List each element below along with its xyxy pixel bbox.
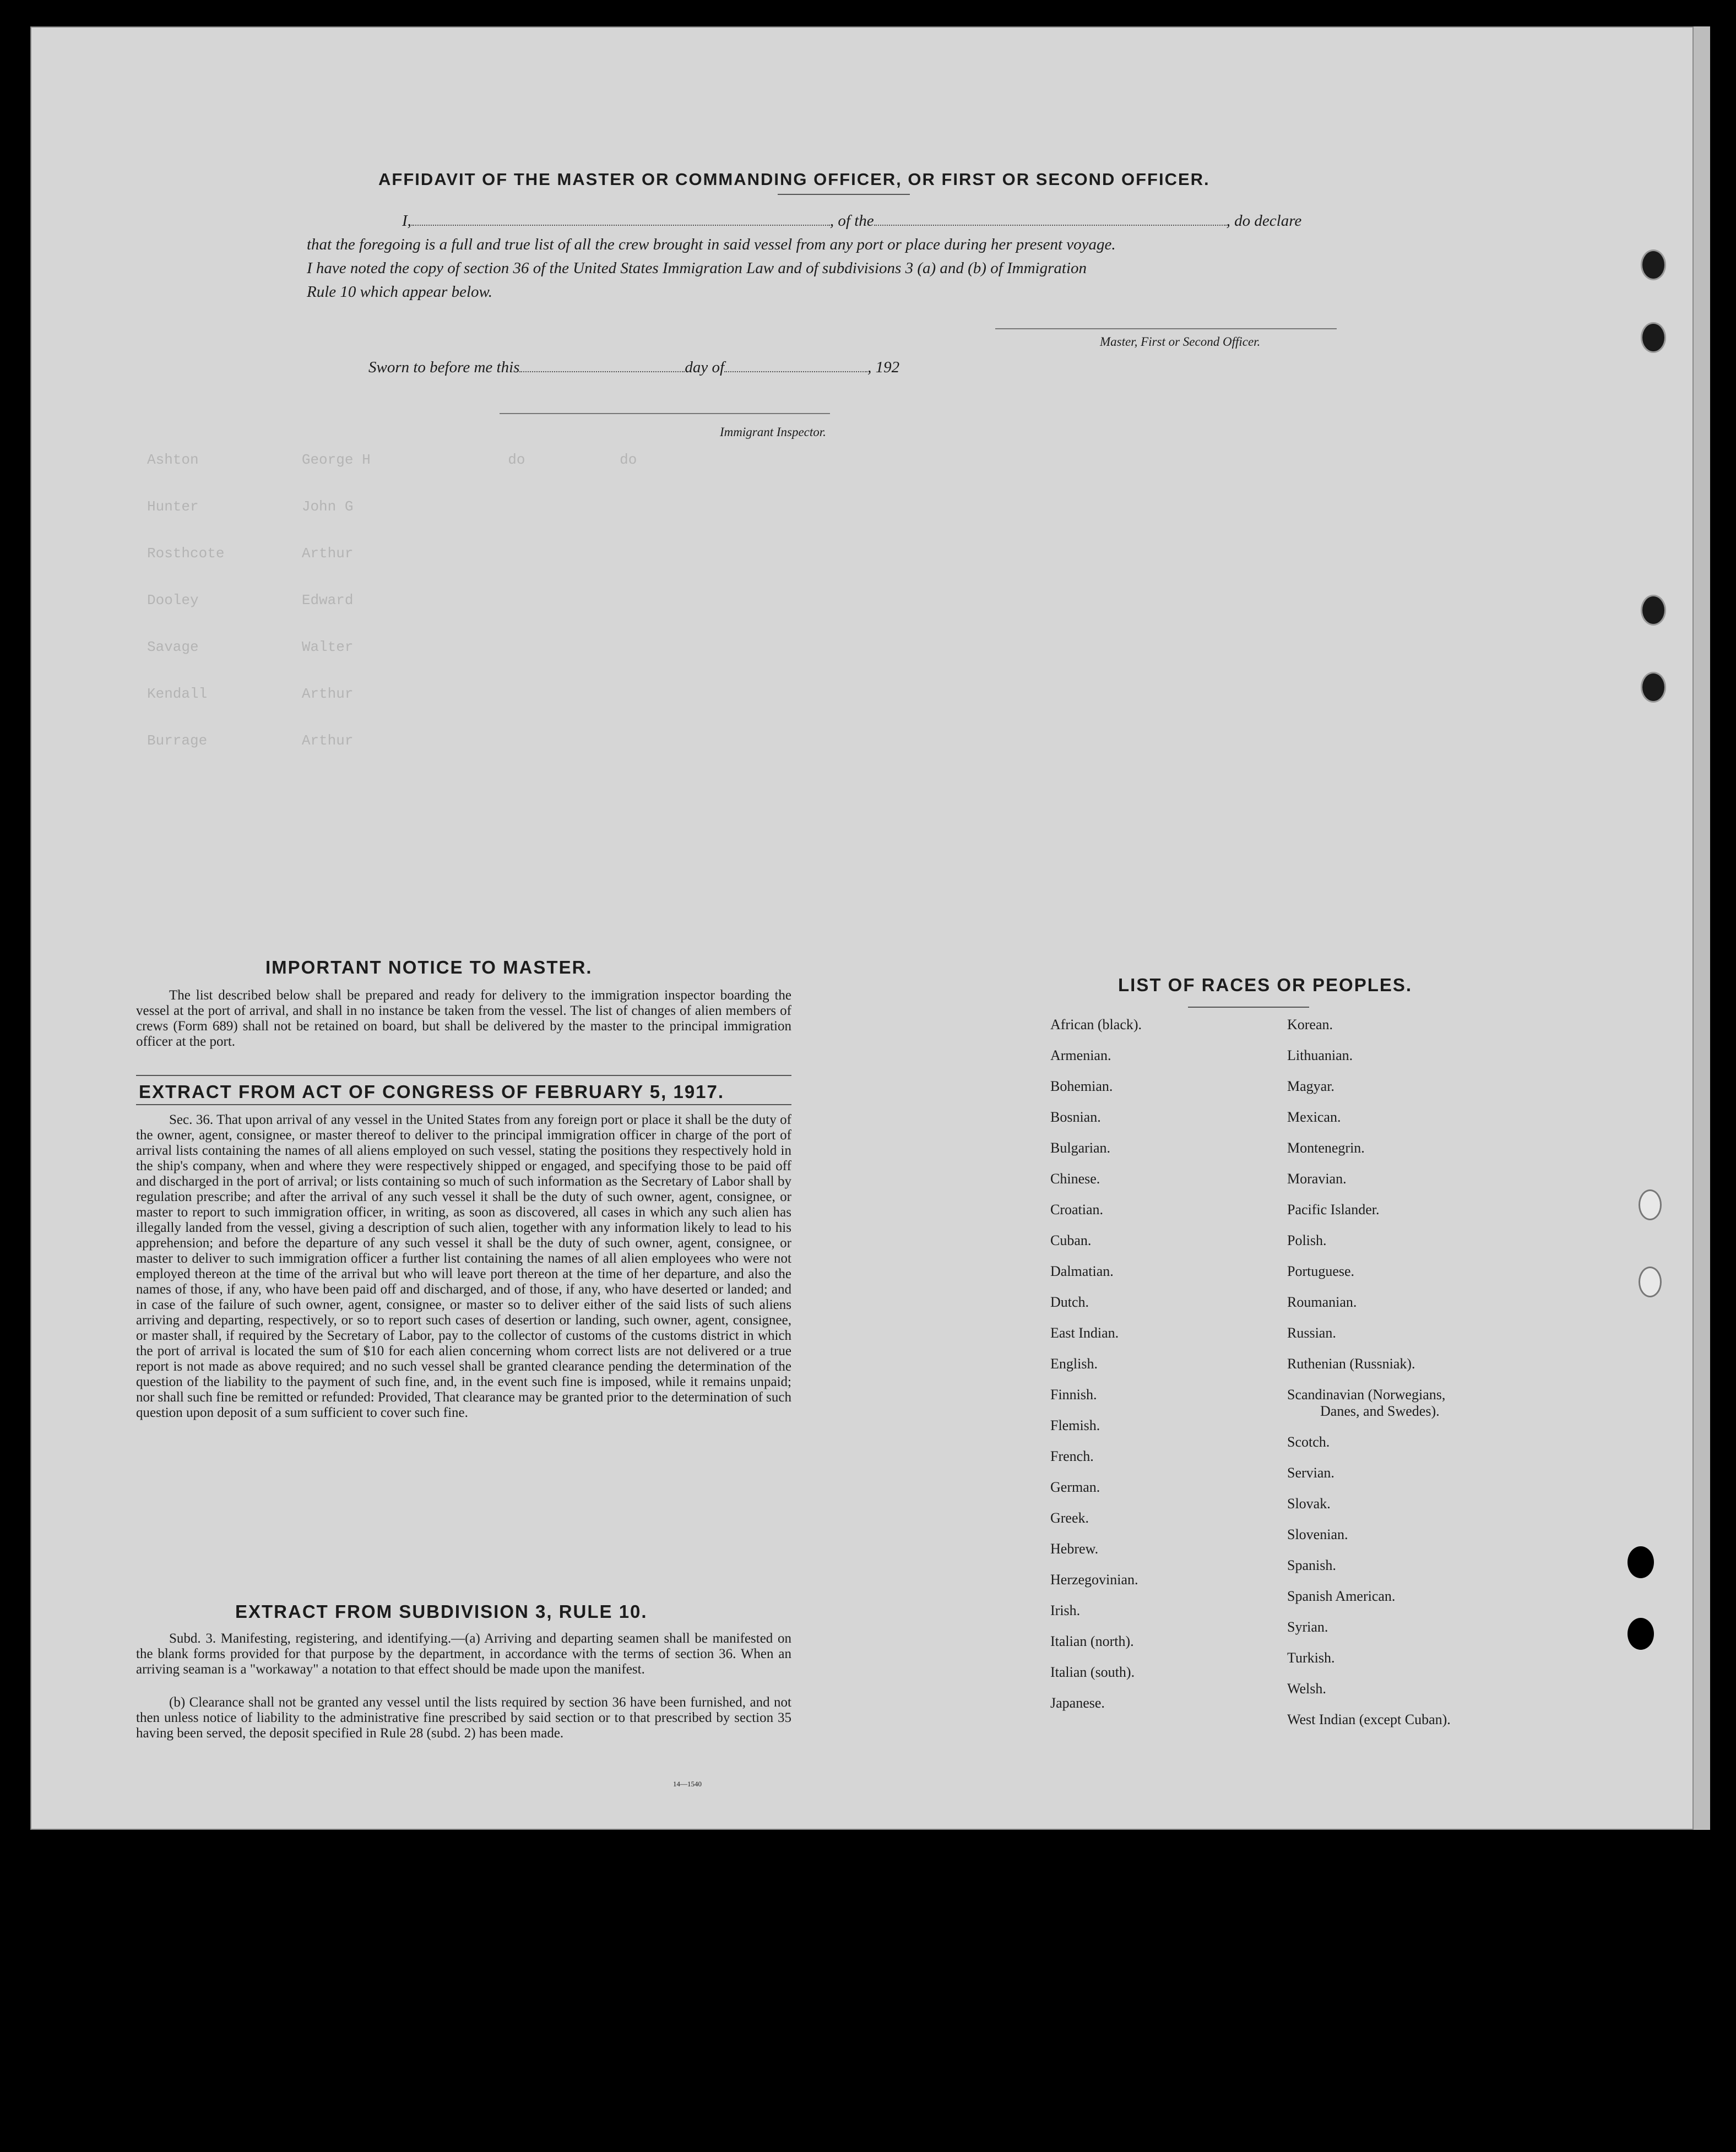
race-entry: Spanish American. (1287, 1588, 1396, 1604)
race-entry: Bohemian. (1050, 1078, 1113, 1094)
race-entry: Herzegovinian. (1050, 1572, 1138, 1588)
do-declare-label: , do declare (1226, 212, 1302, 230)
inspector-signature-line[interactable] (500, 413, 830, 414)
race-entry: Slovak. (1287, 1496, 1331, 1512)
race-entry: Spanish. (1287, 1557, 1336, 1573)
race-entry: Russian. (1287, 1325, 1336, 1341)
document-page (30, 26, 1694, 1830)
race-entry: English. (1050, 1356, 1098, 1372)
race-entry: Ruthenian (Russniak). (1287, 1356, 1415, 1372)
race-entry: Japanese. (1050, 1695, 1105, 1711)
race-entry: Chinese. (1050, 1171, 1100, 1187)
races-right-column (1287, 1017, 1451, 1742)
affidavit-declaration (369, 209, 1301, 232)
rule-heading: EXTRACT FROM SUBDIVISION 3, RULE 10. (235, 1601, 648, 1622)
of-the-label: , of the (829, 212, 874, 230)
race-entry: West Indian (except Cuban). (1287, 1711, 1451, 1727)
race-entry: Moravian. (1287, 1171, 1347, 1187)
race-entry: East Indian. (1050, 1325, 1119, 1341)
sworn-line (368, 356, 899, 379)
races-underline (1188, 1007, 1309, 1008)
notice-heading: IMPORTANT NOTICE TO MASTER. (265, 957, 593, 977)
race-entry: Greek. (1050, 1510, 1089, 1526)
race-entry: Polish. (1287, 1232, 1327, 1248)
title-underline (778, 194, 910, 195)
vessel-name-field[interactable] (874, 213, 1227, 226)
sworn-month-field[interactable] (724, 359, 867, 372)
race-entry: Welsh. (1287, 1681, 1326, 1697)
race-entry: Korean. (1287, 1017, 1333, 1032)
master-signature-line[interactable] (995, 328, 1337, 329)
race-entry: Croatian. (1050, 1202, 1104, 1218)
race-entry: Flemish. (1050, 1417, 1100, 1433)
inspector-signature-label: Immigrant Inspector. (720, 425, 826, 439)
master-signature-label: Master, First or Second Officer. (1100, 335, 1261, 349)
race-entry: Dalmatian. (1050, 1263, 1114, 1279)
race-entry: Bosnian. (1050, 1109, 1101, 1125)
year-label: , 192 (867, 358, 900, 376)
races-heading: LIST OF RACES OR PEOPLES. (1118, 975, 1413, 995)
binder-hole (1639, 1267, 1662, 1297)
race-entry: Italian (north). (1050, 1633, 1134, 1649)
sworn-before-label: Sworn to before me this (368, 358, 520, 376)
race-entry: Montenegrin. (1287, 1140, 1365, 1156)
race-entry: Danes, and Swedes). (1320, 1403, 1440, 1419)
bleed-through-text: Ashton George H do do Hunter John G Rosthcote Arthur Dooley Edward Savage Walter Kendall Arthur Burrage Arthur (147, 452, 637, 749)
declarant-name-field[interactable] (411, 213, 830, 226)
sworn-day-field[interactable] (519, 359, 685, 372)
notice-text: The list described below shall be prepared and ready for delivery to the immigration inspector boarding the vessel at the port of arrival, and shall in no instance be taken from the vessel. The list of changes of alien members of crews (Form 689) shall not be retained on board, but shall be delivered by the master to the principal immigration officer at the port. (136, 988, 791, 1049)
act-section-36-text: Sec. 36. That upon arrival of any vessel in the United States from any foreign port or place it shall be the duty of the owner, agent, consignee, or master thereof to deliver to the principal immigration officer in charge of the port of arrival lists containing the names of all aliens employed on such vessel, stating the positions they respectively hold in the ship's company, when and where they were respectively shipped or engaged, and specifying those to be paid off and discharged in the port of arrival; or lists containing so much of such information as the Secretary of Labor shall by regulation prescribe; and after the arrival of any such vessel it shall be the duty of such owner, agent, consignee, or master to report to such immigration officer, in writing, as soon as discovered, all cases in which any such alien has illegally landed from the vessel, giving a description of such alien, together with any information likely to lead to his apprehension; and before the departure of any such vessel it shall be the duty of such owner, agent, consignee, or master to deliver to such immigration officer a further list containing the names of all alien employees who were not employed thereon at the time of the arrival but who will leave port thereon at the time of her departure, and also the names of those, if any, who have been paid off and discharged, and of those, if any, who have deserted or landed; and in case of the failure of such owner, agent, consignee, or master so to deliver either of the said lists of such aliens arriving and departing, respectively, or so to report such cases of desertion or landing, such owner, agent, consignee, or master shall, if required by the Secretary of Labor, pay to the collector of customs of the customs district in which the port of arrival is located the sum of $10 for each alien concerning whom correct lists are not delivered or a true report is not made as above required; and no such vessel shall be granted clearance pending the determination of the question of the liability to the payment of such fine, and, in the event such fine is imposed, while it remains unpaid; nor shall such fine be remitted or refunded: Provided, That clearance may be granted prior to the determination of such question upon deposit of a sum sufficient to cover such fine. (136, 1112, 791, 1420)
binder-hole (1641, 249, 1666, 280)
race-entry: Servian. (1287, 1465, 1334, 1481)
race-entry: Italian (south). (1050, 1664, 1135, 1680)
notice-divider (136, 1075, 791, 1076)
race-entry: Magyar. (1287, 1078, 1334, 1094)
race-entry: Cuban. (1050, 1232, 1092, 1248)
race-entry: French. (1050, 1448, 1094, 1464)
act-heading: EXTRACT FROM ACT OF CONGRESS OF FEBRUARY 5, 1917. (139, 1082, 725, 1102)
races-left-column (1050, 1017, 1142, 1726)
binder-hole (1639, 1189, 1662, 1220)
binder-hole (1641, 672, 1666, 703)
affidavit-title: AFFIDAVIT OF THE MASTER OR COMMANDING OFFICER, OR FIRST OR SECOND OFFICER. (378, 170, 1210, 189)
race-entry: Finnish. (1050, 1387, 1097, 1403)
form-number: 14—1540 (673, 1780, 702, 1788)
race-entry: Armenian. (1050, 1047, 1111, 1063)
act-divider (136, 1104, 791, 1105)
day-of-label: day of (685, 358, 725, 376)
race-entry: Roumanian. (1287, 1294, 1357, 1310)
affidavit-line-2: that the foregoing is a full and true list of all the crew brought in said vessel from any port or place during her present voyage. (307, 236, 1116, 253)
rule-para-a: Subd. 3. Manifesting, registering, and identifying.—(a) Arriving and departing seamen shall be manifested on the blank forms provided for that purpose by the department, in accordance with the terms of section 36. When an arriving seaman is a "workaway" a notation to that effect should be made upon the manifest. (136, 1631, 791, 1677)
race-entry: Scotch. (1287, 1434, 1330, 1450)
race-entry: African (black). (1050, 1017, 1142, 1032)
binder-hole (1628, 1546, 1654, 1578)
race-entry: Bulgarian. (1050, 1140, 1111, 1156)
affidavit-line-3: I have noted the copy of section 36 of the United States Immigration Law and of subdivisions 3 (a) and (b) of Immigration (307, 259, 1087, 277)
race-entry: Portuguese. (1287, 1263, 1355, 1279)
race-entry: Dutch. (1050, 1294, 1089, 1310)
race-entry: Slovenian. (1287, 1526, 1348, 1542)
race-entry: Pacific Islander. (1287, 1202, 1380, 1218)
race-entry: Mexican. (1287, 1109, 1341, 1125)
declarant-prefix: I, (402, 212, 411, 230)
race-entry: Lithuanian. (1287, 1047, 1353, 1063)
binder-hole (1628, 1618, 1654, 1650)
race-entry: Irish. (1050, 1602, 1081, 1618)
race-entry: German. (1050, 1479, 1100, 1495)
rule-para-b: (b) Clearance shall not be granted any vessel until the lists required by section 36 have been furnished, and not then unless notice of liability to the administrative fine prescribed by said section or to that prescribed by section 35 having been served, the deposit specified in Rule 28 (subd. 2) has been made. (136, 1695, 791, 1741)
race-entry: Turkish. (1287, 1650, 1335, 1666)
binder-hole (1641, 595, 1666, 626)
race-entry: Scandinavian (Norwegians, (1287, 1387, 1446, 1403)
race-entry: Syrian. (1287, 1619, 1328, 1635)
binder-hole (1641, 322, 1666, 353)
race-entry: Hebrew. (1050, 1541, 1099, 1557)
affidavit-line-4: Rule 10 which appear below. (307, 283, 492, 301)
